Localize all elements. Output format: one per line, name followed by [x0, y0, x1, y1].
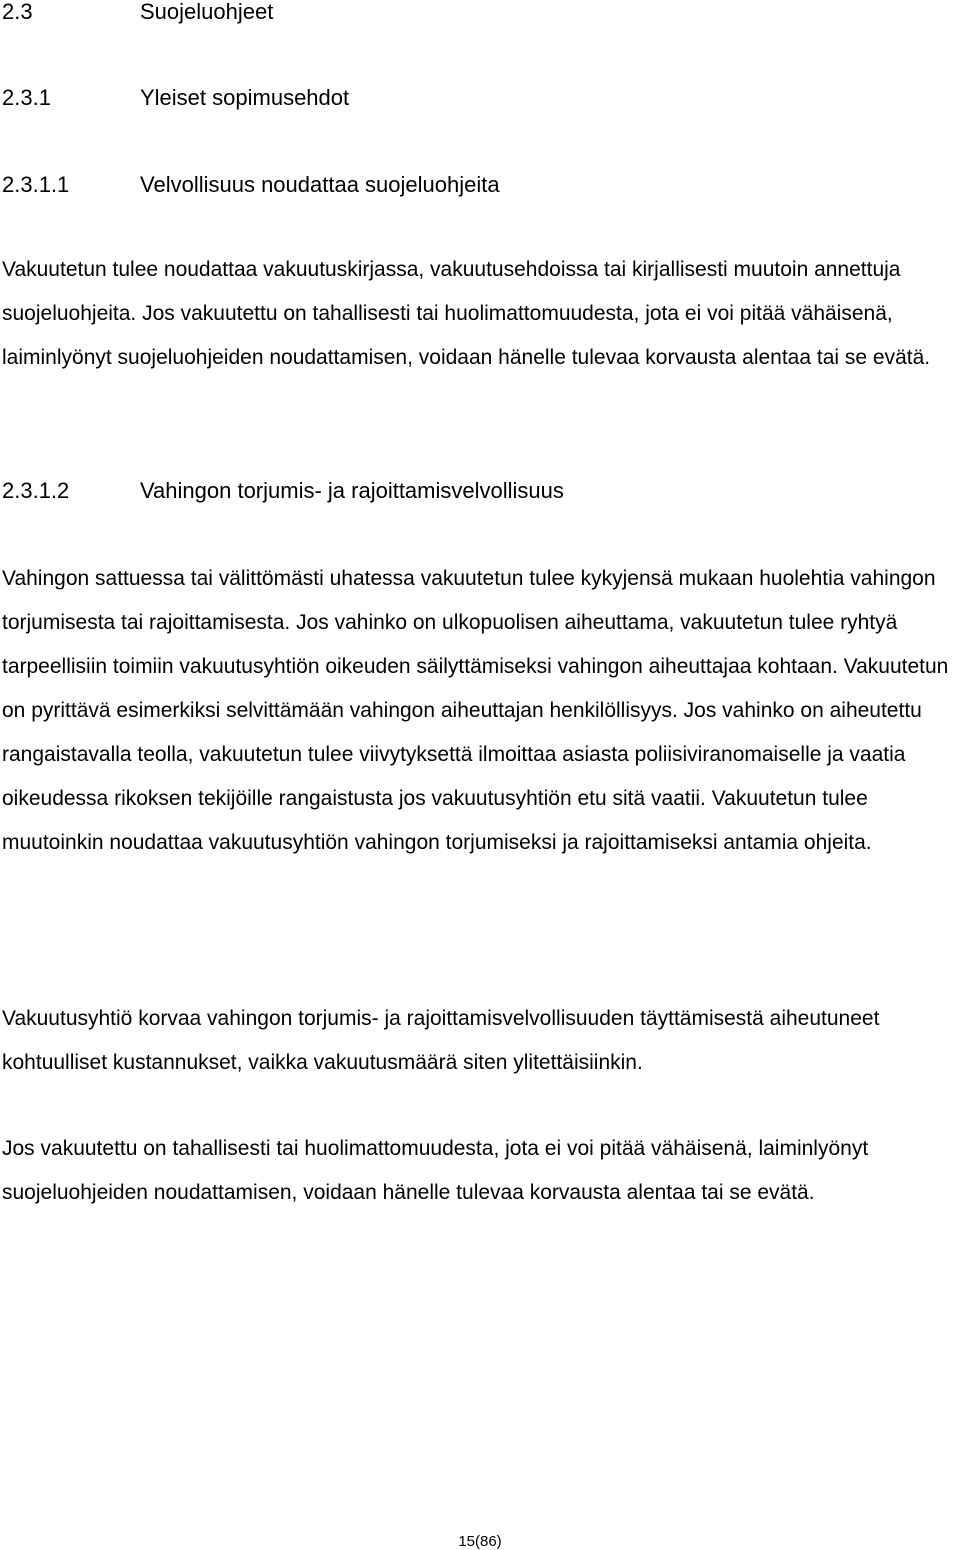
clause-2-paragraph-2: Vakuutusyhtiö korvaa vahingon torjumis- ja rajoittamisvelvollisuuden täyttämisestä aiheutuneet kohtuulliset kustannukset, vaikka vakuutusmäärä siten ylitettäisiinkin.	[2, 1007, 880, 1074]
page-number: 15(86)	[458, 1533, 502, 1550]
clause-1-number: 2.3.1.1	[2, 172, 70, 197]
section-number: 2.3	[2, 0, 33, 24]
section-title: Suojeluohjeet	[140, 0, 274, 24]
clause-1-heading	[2, 172, 500, 198]
clause-2-title: Vahingon torjumis- ja rajoittamisvelvollisuus	[140, 478, 564, 503]
subsection-number: 2.3.1	[2, 85, 51, 110]
section-heading	[2, 0, 273, 25]
clause-2-number: 2.3.1.2	[2, 478, 70, 503]
subsection-heading	[2, 85, 349, 111]
clause-2-heading	[2, 478, 564, 504]
clause-1-title: Velvollisuus noudattaa suojeluohjeita	[140, 172, 500, 197]
subsection-title: Yleiset sopimusehdot	[140, 85, 350, 110]
clause-2-paragraph-3: Jos vakuutettu on tahallisesti tai huolimattomuudesta, jota ei voi pitää vähäisenä, laiminlyönyt suojeluohjeiden noudattamisen, voidaan hänelle tulevaa korvausta alentaa tai se evätä.	[2, 1137, 869, 1204]
clause-2-paragraph-1: Vahingon sattuessa tai välittömästi uhatessa vakuutetun tulee kykyjensä mukaan huolehtia vahingon torjumisesta tai rajoittamisesta. Jos vahinko on ulkopuolisen aiheuttama, vakuutetun tulee ryhtyä tarpeellisiin toimiin vakuutusyhtiön oikeuden säilyttämiseksi vahingon aiheuttajaa kohtaan. Vakuutetun on pyrittävä esimerkiksi selvittämään vahingon aiheuttajan henkilöllisyys. Jos vahinko on aiheutettu rangaistavalla teolla, vakuutetun tulee viivytyksettä ilmoittaa asiasta poliisiviranomaiselle ja vaatia oikeudessa rikoksen tekijöille rangaistusta jos vakuutusyhtiön etu sitä vaatii. Vakuutetun tulee muutoinkin noudattaa vakuutusyhtiön vahingon torjumiseksi ja rajoittamiseksi antamia ohjeita.	[2, 567, 949, 854]
clause-1-paragraph: Vakuutetun tulee noudattaa vakuutuskirjassa, vakuutusehdoissa tai kirjallisesti muutoin annettuja suojeluohjeita. Jos vakuutettu on tahallisesti tai huolimattomuudesta, jota ei voi pitää vähäisenä, laiminlyönyt suojeluohjeiden noudattamisen, voidaan hänelle tulevaa korvausta alentaa tai se evätä.	[2, 258, 931, 369]
